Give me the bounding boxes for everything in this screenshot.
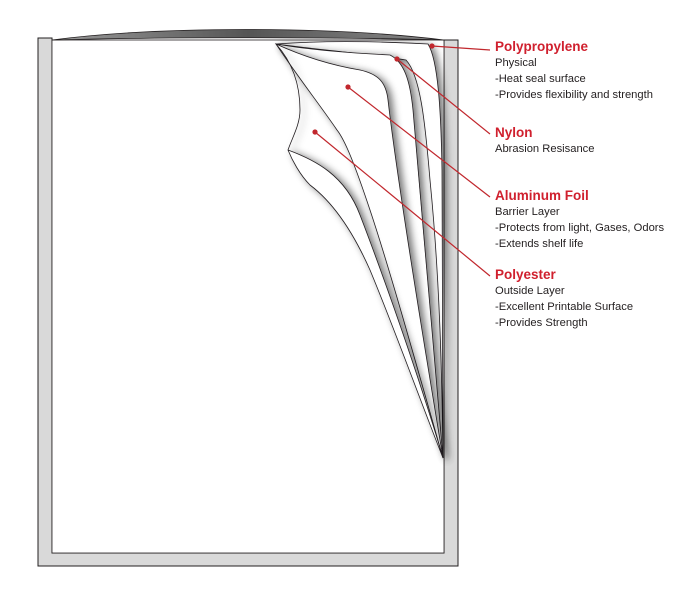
polyester-label — [495, 267, 700, 331]
nylon-label — [495, 125, 700, 157]
layer-title: Polypropylene — [495, 39, 589, 54]
layer-description: -Excellent Printable Surface — [495, 301, 634, 313]
layer-description: -Heat seal surface — [495, 73, 586, 85]
layer-title: Aluminum Foil — [495, 188, 589, 203]
layer-description: -Provides flexibility and strength — [495, 89, 653, 101]
pointer-dot-nylon — [394, 56, 399, 61]
layer-title: Nylon — [495, 125, 533, 140]
layer-description: Abrasion Resisance — [495, 143, 595, 155]
pouch-opening — [52, 30, 444, 41]
layer-description: Physical — [495, 57, 537, 69]
aluminum-foil-label — [495, 188, 700, 252]
layer-description: -Extends shelf life — [495, 238, 584, 250]
layer-description: -Protects from light, Gases, Odors — [495, 222, 665, 234]
pointer-dot-aluminum-foil — [345, 84, 350, 89]
polypropylene-label — [495, 39, 700, 103]
pointer-dot-polypropylene — [429, 43, 434, 48]
layer-description: -Provides Strength — [495, 317, 588, 329]
pointer-dot-polyester — [312, 129, 317, 134]
layer-description: Outside Layer — [495, 285, 565, 297]
layer-description: Barrier Layer — [495, 206, 560, 218]
layer-title: Polyester — [495, 267, 556, 282]
